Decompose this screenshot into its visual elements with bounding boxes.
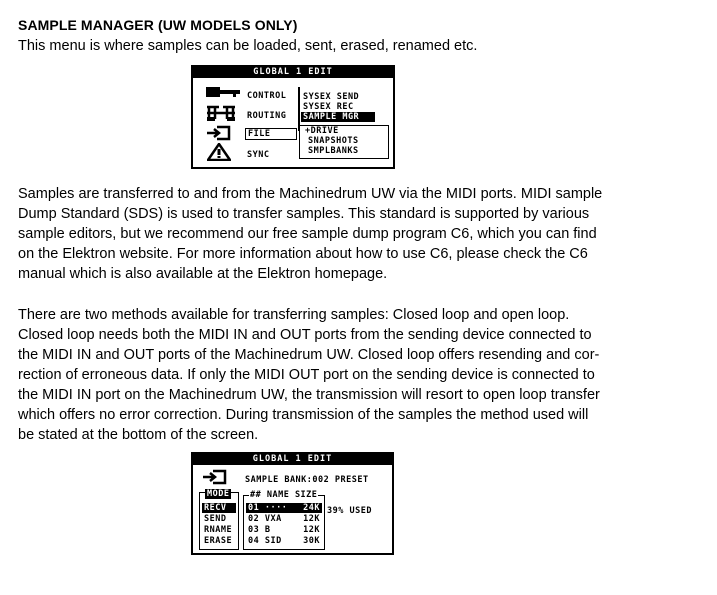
paragraph-line: Closed loop needs both the MIDI IN and OUT ports from the sending device connected to: [18, 327, 592, 343]
mode-header: MODE: [207, 489, 230, 499]
mode-item-send[interactable]: SEND: [204, 514, 227, 524]
paragraph-line: manual which is also available at the Elektron homepage.: [18, 266, 388, 282]
memory-used-label: 39% USED: [327, 506, 372, 516]
sample-row-size: 30K: [303, 536, 320, 546]
paragraph-transfer-methods: [18, 305, 708, 445]
paragraph-line: rection of erroneous data. If only the MIDI OUT port on the sending device is connected to: [18, 367, 595, 383]
paragraph-line: the MIDI IN and OUT ports of the Machinedrum UW. Closed loop offers resending and cor-: [18, 347, 600, 363]
paragraph-line: be stated at the bottom of the screen.: [18, 427, 259, 443]
sample-row-name: ····: [264, 503, 288, 513]
intro-text: This menu is where samples can be loaded, sent, erased, renamed etc.: [18, 38, 478, 54]
file-submenu-drive[interactable]: +DRIVE: [305, 126, 339, 136]
submenu-item-sysex-rec[interactable]: SYSEX REC: [303, 102, 354, 112]
menu-item-control[interactable]: CONTROL: [247, 91, 287, 101]
file-submenu-snapshots[interactable]: SNAPSHOTS: [308, 136, 359, 146]
mode-item-rname[interactable]: RNAME: [204, 525, 233, 535]
sample-row-num: 02: [248, 514, 260, 524]
paragraph-transfer-intro: [18, 184, 708, 284]
sample-row-selected[interactable]: [246, 503, 322, 513]
file-submenu-smplbanks[interactable]: SMPLBANKS: [308, 146, 359, 156]
paragraph-line: sample editors, but we recommend our free sample dump program C6, which you can find: [18, 226, 597, 242]
sample-row-name: B: [264, 525, 271, 535]
lcd-screen-sample-manager: [191, 452, 394, 555]
mode-item-erase[interactable]: ERASE: [204, 536, 233, 546]
paragraph-line: Samples are transferred to and from the Machinedrum UW via the MIDI ports. MIDI sample: [18, 186, 603, 202]
sample-row[interactable]: [248, 525, 320, 535]
sample-row-num: 04: [248, 536, 260, 546]
paragraph-line: on the Elektron website. For more information about how to use C6, please check the C6: [18, 246, 588, 262]
sample-row-size: 24K: [303, 503, 320, 513]
sample-row-name: VXA: [264, 514, 282, 524]
sample-row[interactable]: [248, 514, 320, 524]
sample-bank-label: SAMPLE BANK:002 PRESET: [245, 475, 369, 485]
paragraph-line: There are two methods available for transferring samples: Closed loop and open loop.: [18, 307, 570, 323]
sample-row-size: 12K: [303, 514, 320, 524]
sample-row-name: SID: [264, 536, 282, 546]
paragraph-line: which offers no error correction. During transmission of the samples the method used will: [18, 407, 589, 423]
paragraph-line: Dump Standard (SDS) is used to transfer samples. This standard is supported by various: [18, 206, 590, 222]
paragraph-line: the MIDI IN port on the Machinedrum UW, the transmission will resort to open loop transfer: [18, 387, 600, 403]
routing-icon: [205, 104, 237, 122]
sample-list-header: ## NAME SIZE: [250, 490, 318, 500]
menu-item-sync[interactable]: SYNC: [247, 150, 270, 160]
submenu-item-sysex-send[interactable]: SYSEX SEND: [303, 92, 360, 102]
submenu-item-sample-mgr[interactable]: SAMPLE MGR: [301, 112, 375, 122]
file-icon: [201, 469, 229, 485]
mode-item-recv[interactable]: RECV: [202, 503, 236, 513]
lcd-screen-global-menu: [191, 65, 395, 169]
lcd-title: GLOBAL 1 EDIT: [193, 67, 393, 78]
file-icon: [205, 125, 233, 141]
menu-item-routing[interactable]: ROUTING: [247, 111, 287, 121]
menu-item-file[interactable]: FILE: [245, 128, 297, 140]
lcd-title: GLOBAL 1 EDIT: [193, 454, 392, 465]
sample-row-num: 01: [248, 503, 260, 513]
sample-row-num: 03: [248, 525, 260, 535]
warning-icon: [207, 143, 231, 161]
section-heading: SAMPLE MANAGER (UW MODELS ONLY): [18, 17, 298, 33]
key-icon: [205, 85, 241, 99]
sample-row-size: 12K: [303, 525, 320, 535]
sample-row[interactable]: [248, 536, 320, 546]
